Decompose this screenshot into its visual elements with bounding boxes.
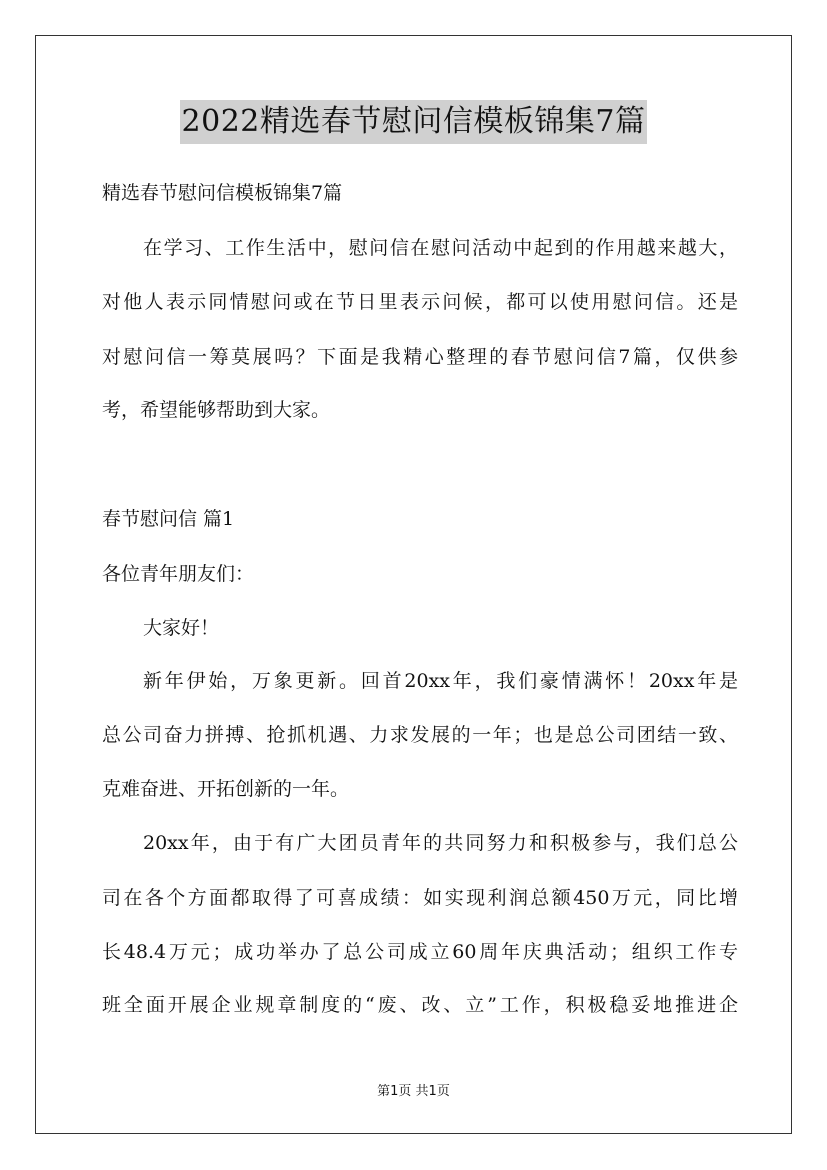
intro-line-4: 考，希望能够帮助到大家。: [102, 399, 331, 421]
document-title: [0, 100, 827, 144]
para2-line-1: 20xx年，由于有广大团员青年的共同努力和积极参与，我们总公: [143, 832, 738, 854]
document-title-text: 2022精选春节慰问信模板锦集7篇: [180, 100, 648, 144]
para2-line-2: 司在各个方面都取得了可喜成绩：如实现利润总额450万元，同比增: [102, 887, 738, 909]
intro-line-3: 对慰问信一筹莫展吗？下面是我精心整理的春节慰问信7篇，仅供参: [102, 346, 738, 368]
intro-line-2: 对他人表示同情慰问或在节日里表示问候，都可以使用慰问信。还是: [102, 291, 738, 313]
para1-line-3: 克难奋进、开拓创新的一年。: [102, 778, 350, 800]
page-number-footer: 第1页 共1页: [377, 1084, 450, 1099]
intro-line-1: 在学习、工作生活中，慰问信在慰问活动中起到的作用越来越大，: [143, 237, 738, 259]
document-subtitle: 精选春节慰问信模板锦集7篇: [102, 182, 343, 204]
para1-line-1: 新年伊始，万象更新。回首20xx年，我们豪情满怀！20xx年是: [143, 670, 738, 692]
greeting: 大家好！: [143, 617, 220, 639]
para2-line-4: 班全面开展企业规章制度的“废、改、立”工作，积极稳妥地推进企: [102, 994, 738, 1016]
para1-line-2: 总公司奋力拼搏、抢抓机遇、力求发展的一年；也是总公司团结一致、: [102, 724, 738, 746]
para2-line-3: 长48.4万元；成功举办了总公司成立60周年庆典活动；组织工作专: [102, 941, 738, 963]
salutation: 各位青年朋友们：: [102, 563, 255, 585]
section-heading: 春节慰问信 篇1: [102, 508, 235, 530]
